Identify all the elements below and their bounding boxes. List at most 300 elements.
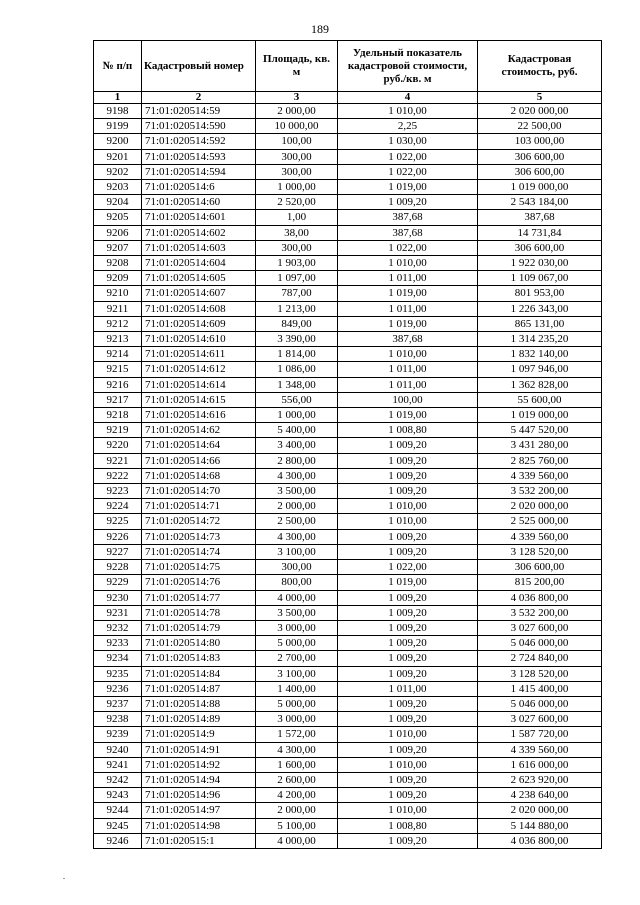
- specific-value-cell: 1 009,20: [338, 620, 478, 635]
- table-row: [94, 362, 602, 377]
- cadastral-value-cell: 2 020 000,00: [478, 499, 602, 514]
- cadastral-number-cell: 71:01:020514:59: [142, 104, 256, 119]
- specific-value-cell: 1 009,20: [338, 742, 478, 757]
- row-number-cell: 9238: [94, 712, 142, 727]
- specific-value-cell: 387,68: [338, 210, 478, 225]
- specific-value-cell: 1 011,00: [338, 271, 478, 286]
- row-number-cell: 9235: [94, 666, 142, 681]
- area-cell: 2 600,00: [256, 772, 338, 787]
- cadastral-value-cell: 4 339 560,00: [478, 742, 602, 757]
- area-cell: 1 000,00: [256, 408, 338, 423]
- area-cell: 10 000,00: [256, 119, 338, 134]
- cadastral-value-cell: 3 027 600,00: [478, 712, 602, 727]
- specific-value-cell: 1 009,20: [338, 544, 478, 559]
- area-cell: 5 000,00: [256, 636, 338, 651]
- row-number-cell: 9219: [94, 423, 142, 438]
- cadastral-value-cell: 1 019 000,00: [478, 180, 602, 195]
- cadastral-value-cell: 306 600,00: [478, 164, 602, 179]
- area-cell: 3 500,00: [256, 605, 338, 620]
- cadastral-value-cell: 3 532 200,00: [478, 605, 602, 620]
- row-number-cell: 9200: [94, 134, 142, 149]
- area-cell: 4 300,00: [256, 468, 338, 483]
- specific-value-cell: 1 009,20: [338, 195, 478, 210]
- specific-value-cell: 1 011,00: [338, 362, 478, 377]
- area-cell: 5 400,00: [256, 423, 338, 438]
- cadastral-number-cell: 71:01:020514:78: [142, 605, 256, 620]
- table-row: [94, 575, 602, 590]
- row-number-cell: 9232: [94, 620, 142, 635]
- area-cell: 4 000,00: [256, 833, 338, 848]
- area-cell: 800,00: [256, 575, 338, 590]
- table-row: [94, 225, 602, 240]
- cadastral-value-cell: 1 019 000,00: [478, 408, 602, 423]
- cadastral-number-cell: 71:01:020514:88: [142, 696, 256, 711]
- specific-value-cell: 1 022,00: [338, 164, 478, 179]
- cadastral-value-cell: 1 922 030,00: [478, 256, 602, 271]
- area-cell: 4 200,00: [256, 788, 338, 803]
- cadastral-number-cell: 71:01:020514:612: [142, 362, 256, 377]
- cadastral-value-cell: 387,68: [478, 210, 602, 225]
- cadastral-value-cell: 1 314 235,20: [478, 332, 602, 347]
- cadastral-number-cell: 71:01:020515:1: [142, 833, 256, 848]
- table-row: [94, 727, 602, 742]
- specific-value-cell: 1 009,20: [338, 666, 478, 681]
- area-cell: 3 100,00: [256, 666, 338, 681]
- table-header-row: [94, 41, 602, 92]
- cadastral-value-cell: 103 000,00: [478, 134, 602, 149]
- cadastral-number-cell: 71:01:020514:92: [142, 757, 256, 772]
- cadastral-value-cell: 2 020 000,00: [478, 104, 602, 119]
- cadastral-number-cell: 71:01:020514:97: [142, 803, 256, 818]
- row-number-cell: 9226: [94, 529, 142, 544]
- area-cell: 4 000,00: [256, 590, 338, 605]
- cadastral-number-cell: 71:01:020514:609: [142, 316, 256, 331]
- area-cell: 1 086,00: [256, 362, 338, 377]
- area-cell: 1 814,00: [256, 347, 338, 362]
- cadastral-number-cell: 71:01:020514:604: [142, 256, 256, 271]
- cadastral-value-cell: 2 543 184,00: [478, 195, 602, 210]
- area-cell: 1 400,00: [256, 681, 338, 696]
- cadastral-number-cell: 71:01:020514:91: [142, 742, 256, 757]
- row-number-cell: 9221: [94, 453, 142, 468]
- area-cell: 1 000,00: [256, 180, 338, 195]
- row-number-cell: 9237: [94, 696, 142, 711]
- table-row: [94, 560, 602, 575]
- cadastral-value-cell: 55 600,00: [478, 392, 602, 407]
- cadastral-value-cell: 1 109 067,00: [478, 271, 602, 286]
- row-number-cell: 9230: [94, 590, 142, 605]
- area-cell: 2 700,00: [256, 651, 338, 666]
- specific-value-cell: 1 019,00: [338, 575, 478, 590]
- area-cell: 3 000,00: [256, 712, 338, 727]
- cadastral-value-cell: 1 226 343,00: [478, 301, 602, 316]
- specific-value-cell: 1 011,00: [338, 301, 478, 316]
- cadastral-number-cell: 71:01:020514:74: [142, 544, 256, 559]
- area-cell: 849,00: [256, 316, 338, 331]
- row-number-cell: 9233: [94, 636, 142, 651]
- table-row: [94, 119, 602, 134]
- row-number-cell: 9243: [94, 788, 142, 803]
- table-row: [94, 332, 602, 347]
- row-number-cell: 9207: [94, 240, 142, 255]
- table-row: [94, 149, 602, 164]
- cadastral-number-cell: 71:01:020514:89: [142, 712, 256, 727]
- area-cell: 300,00: [256, 164, 338, 179]
- row-number-cell: 9245: [94, 818, 142, 833]
- specific-value-cell: 1 009,20: [338, 696, 478, 711]
- specific-value-cell: 1 009,20: [338, 788, 478, 803]
- specific-value-cell: 1 009,20: [338, 484, 478, 499]
- area-cell: 3 390,00: [256, 332, 338, 347]
- specific-value-cell: 1 011,00: [338, 377, 478, 392]
- cadastral-number-cell: 71:01:020514:615: [142, 392, 256, 407]
- header-specific-value: Удельный показатель кадастровой стоимости, руб./кв. м: [338, 41, 478, 92]
- cadastral-value-cell: 5 447 520,00: [478, 423, 602, 438]
- specific-value-cell: 1 019,00: [338, 180, 478, 195]
- row-number-cell: 9239: [94, 727, 142, 742]
- cadastral-number-cell: 71:01:020514:87: [142, 681, 256, 696]
- specific-value-cell: 387,68: [338, 225, 478, 240]
- specific-value-cell: 1 010,00: [338, 499, 478, 514]
- cadastral-value-cell: 865 131,00: [478, 316, 602, 331]
- area-cell: 1 097,00: [256, 271, 338, 286]
- cadastral-number-cell: 71:01:020514:594: [142, 164, 256, 179]
- table-row: [94, 590, 602, 605]
- specific-value-cell: 387,68: [338, 332, 478, 347]
- specific-value-cell: 1 010,00: [338, 256, 478, 271]
- area-cell: 787,00: [256, 286, 338, 301]
- cadastral-value-cell: 1 587 720,00: [478, 727, 602, 742]
- specific-value-cell: 1 019,00: [338, 316, 478, 331]
- cadastral-number-cell: 71:01:020514:77: [142, 590, 256, 605]
- table-row: [94, 605, 602, 620]
- cadastral-value-cell: 3 128 520,00: [478, 666, 602, 681]
- cadastral-number-cell: 71:01:020514:616: [142, 408, 256, 423]
- specific-value-cell: 1 009,20: [338, 605, 478, 620]
- table-row: [94, 742, 602, 757]
- row-number-cell: 9218: [94, 408, 142, 423]
- row-number-cell: 9204: [94, 195, 142, 210]
- area-cell: 1,00: [256, 210, 338, 225]
- row-number-cell: 9228: [94, 560, 142, 575]
- specific-value-cell: 1 019,00: [338, 286, 478, 301]
- cadastral-number-cell: 71:01:020514:76: [142, 575, 256, 590]
- cadastral-value-cell: 4 339 560,00: [478, 468, 602, 483]
- cadastral-number-cell: 71:01:020514:6: [142, 180, 256, 195]
- specific-value-cell: 1 010,00: [338, 727, 478, 742]
- specific-value-cell: 1 008,80: [338, 423, 478, 438]
- cadastral-number-cell: 71:01:020514:84: [142, 666, 256, 681]
- specific-value-cell: 1 009,20: [338, 453, 478, 468]
- cadastral-value-cell: 2 525 000,00: [478, 514, 602, 529]
- cadastral-number-cell: 71:01:020514:70: [142, 484, 256, 499]
- row-number-cell: 9229: [94, 575, 142, 590]
- area-cell: 1 903,00: [256, 256, 338, 271]
- table-row: [94, 301, 602, 316]
- row-number-cell: 9246: [94, 833, 142, 848]
- header-row-number: № п/п: [94, 41, 142, 92]
- row-number-cell: 9216: [94, 377, 142, 392]
- cadastral-value-cell: 1 415 400,00: [478, 681, 602, 696]
- area-cell: 100,00: [256, 134, 338, 149]
- specific-value-cell: 1 010,00: [338, 803, 478, 818]
- cadastral-value-cell: 3 027 600,00: [478, 620, 602, 635]
- table-row: [94, 256, 602, 271]
- table-row: [94, 438, 602, 453]
- row-number-cell: 9215: [94, 362, 142, 377]
- specific-value-cell: 1 010,00: [338, 757, 478, 772]
- cadastral-value-cell: 2 825 760,00: [478, 453, 602, 468]
- cadastral-number-cell: 71:01:020514:68: [142, 468, 256, 483]
- cadastral-value-cell: 1 097 946,00: [478, 362, 602, 377]
- cadastral-number-cell: 71:01:020514:64: [142, 438, 256, 453]
- header-area: Площадь, кв. м: [256, 41, 338, 92]
- cadastral-value-cell: 1 362 828,00: [478, 377, 602, 392]
- cadastral-value-cell: 1 616 000,00: [478, 757, 602, 772]
- table-row: [94, 696, 602, 711]
- table-row: [94, 180, 602, 195]
- cadastral-number-cell: 71:01:020514:60: [142, 195, 256, 210]
- cadastral-number-cell: 71:01:020514:79: [142, 620, 256, 635]
- cadastral-value-cell: 306 600,00: [478, 149, 602, 164]
- specific-value-cell: 1 009,20: [338, 636, 478, 651]
- table-row: [94, 651, 602, 666]
- table-row: [94, 134, 602, 149]
- row-number-cell: 9217: [94, 392, 142, 407]
- area-cell: 1 213,00: [256, 301, 338, 316]
- table-row: [94, 271, 602, 286]
- cadastral-value-cell: 801 953,00: [478, 286, 602, 301]
- row-number-cell: 9202: [94, 164, 142, 179]
- table-row: [94, 636, 602, 651]
- specific-value-cell: 1 019,00: [338, 408, 478, 423]
- scan-speck: [63, 878, 65, 879]
- cadastral-number-cell: 71:01:020514:602: [142, 225, 256, 240]
- cadastral-number-cell: 71:01:020514:94: [142, 772, 256, 787]
- cadastral-number-cell: 71:01:020514:603: [142, 240, 256, 255]
- page-number: 189: [311, 22, 329, 36]
- header-cadastral-number: Кадастровый номер: [142, 41, 256, 92]
- table-row: [94, 514, 602, 529]
- cadastral-number-cell: 71:01:020514:9: [142, 727, 256, 742]
- table-row: [94, 757, 602, 772]
- row-number-cell: 9227: [94, 544, 142, 559]
- area-cell: 3 400,00: [256, 438, 338, 453]
- specific-value-cell: 1 030,00: [338, 134, 478, 149]
- cadastral-number-cell: 71:01:020514:611: [142, 347, 256, 362]
- table-row: [94, 408, 602, 423]
- specific-value-cell: 1 022,00: [338, 240, 478, 255]
- specific-value-cell: 1 009,20: [338, 529, 478, 544]
- row-number-cell: 9213: [94, 332, 142, 347]
- table-row: [94, 347, 602, 362]
- table-row: [94, 377, 602, 392]
- row-number-cell: 9225: [94, 514, 142, 529]
- cadastral-number-cell: 71:01:020514:590: [142, 119, 256, 134]
- column-number: 4: [338, 92, 478, 104]
- cadastral-number-cell: 71:01:020514:73: [142, 529, 256, 544]
- row-number-cell: 9242: [94, 772, 142, 787]
- cadastral-value-cell: 4 238 640,00: [478, 788, 602, 803]
- cadastral-value-cell: 4 036 800,00: [478, 590, 602, 605]
- table-row: [94, 681, 602, 696]
- specific-value-cell: 1 009,20: [338, 651, 478, 666]
- column-number: 3: [256, 92, 338, 104]
- row-number-cell: 9206: [94, 225, 142, 240]
- table-row: [94, 468, 602, 483]
- row-number-cell: 9214: [94, 347, 142, 362]
- area-cell: 556,00: [256, 392, 338, 407]
- table-row: [94, 392, 602, 407]
- row-number-cell: 9212: [94, 316, 142, 331]
- cadastral-number-cell: 71:01:020514:610: [142, 332, 256, 347]
- area-cell: 2 000,00: [256, 104, 338, 119]
- specific-value-cell: 1 011,00: [338, 681, 478, 696]
- table-row: [94, 499, 602, 514]
- cadastral-number-cell: 71:01:020514:83: [142, 651, 256, 666]
- row-number-cell: 9211: [94, 301, 142, 316]
- table-row: [94, 788, 602, 803]
- cadastral-value-cell: 3 128 520,00: [478, 544, 602, 559]
- cadastral-value-cell: 3 532 200,00: [478, 484, 602, 499]
- cadastral-value-cell: 14 731,84: [478, 225, 602, 240]
- area-cell: 2 520,00: [256, 195, 338, 210]
- cadastral-number-cell: 71:01:020514:605: [142, 271, 256, 286]
- row-number-cell: 9222: [94, 468, 142, 483]
- specific-value-cell: 1 010,00: [338, 514, 478, 529]
- table-body: [94, 104, 602, 849]
- specific-value-cell: 1 010,00: [338, 347, 478, 362]
- area-cell: 2 000,00: [256, 499, 338, 514]
- column-number: 1: [94, 92, 142, 104]
- table-row: [94, 712, 602, 727]
- row-number-cell: 9208: [94, 256, 142, 271]
- area-cell: 300,00: [256, 149, 338, 164]
- table-row: [94, 818, 602, 833]
- area-cell: 3 000,00: [256, 620, 338, 635]
- cadastral-value-cell: 3 431 280,00: [478, 438, 602, 453]
- specific-value-cell: 1 008,80: [338, 818, 478, 833]
- row-number-cell: 9220: [94, 438, 142, 453]
- area-cell: 1 600,00: [256, 757, 338, 772]
- table-row: [94, 803, 602, 818]
- area-cell: 2 800,00: [256, 453, 338, 468]
- table-row: [94, 453, 602, 468]
- cadastral-value-cell: 2 020 000,00: [478, 803, 602, 818]
- area-cell: 5 100,00: [256, 818, 338, 833]
- area-cell: 3 500,00: [256, 484, 338, 499]
- table-row: [94, 544, 602, 559]
- specific-value-cell: 1 009,20: [338, 590, 478, 605]
- table-row: [94, 772, 602, 787]
- row-number-cell: 9224: [94, 499, 142, 514]
- row-number-cell: 9234: [94, 651, 142, 666]
- specific-value-cell: 1 022,00: [338, 149, 478, 164]
- cadastral-number-cell: 71:01:020514:608: [142, 301, 256, 316]
- header-cadastral-value: Кадастровая стоимость, руб.: [478, 41, 602, 92]
- cadastral-number-cell: 71:01:020514:72: [142, 514, 256, 529]
- area-cell: 4 300,00: [256, 529, 338, 544]
- cadastral-number-cell: 71:01:020514:96: [142, 788, 256, 803]
- table-row: [94, 666, 602, 681]
- table-row: [94, 529, 602, 544]
- table-row: [94, 104, 602, 119]
- area-cell: 300,00: [256, 240, 338, 255]
- cadastral-number-cell: 71:01:020514:66: [142, 453, 256, 468]
- area-cell: 3 100,00: [256, 544, 338, 559]
- row-number-cell: 9241: [94, 757, 142, 772]
- specific-value-cell: 1 009,20: [338, 833, 478, 848]
- column-number: 2: [142, 92, 256, 104]
- specific-value-cell: 1 009,20: [338, 468, 478, 483]
- specific-value-cell: 1 009,20: [338, 772, 478, 787]
- row-number-cell: 9199: [94, 119, 142, 134]
- specific-value-cell: 1 022,00: [338, 560, 478, 575]
- cadastral-value-cell: 306 600,00: [478, 560, 602, 575]
- cadastral-number-cell: 71:01:020514:98: [142, 818, 256, 833]
- table-row: [94, 195, 602, 210]
- table-row: [94, 286, 602, 301]
- cadastral-value-cell: 2 724 840,00: [478, 651, 602, 666]
- row-number-cell: 9203: [94, 180, 142, 195]
- row-number-cell: 9209: [94, 271, 142, 286]
- table-row: [94, 620, 602, 635]
- table-row: [94, 240, 602, 255]
- table-row: [94, 316, 602, 331]
- cadastral-number-cell: 71:01:020514:75: [142, 560, 256, 575]
- cadastral-value-cell: 2 623 920,00: [478, 772, 602, 787]
- cadastral-value-cell: 5 046 000,00: [478, 636, 602, 651]
- cadastral-value-cell: 22 500,00: [478, 119, 602, 134]
- cadastral-value-cell: 1 832 140,00: [478, 347, 602, 362]
- area-cell: 2 000,00: [256, 803, 338, 818]
- row-number-cell: 9223: [94, 484, 142, 499]
- area-cell: 38,00: [256, 225, 338, 240]
- area-cell: 1 572,00: [256, 727, 338, 742]
- cadastral-number-cell: 71:01:020514:592: [142, 134, 256, 149]
- table-column-numbers-row: [94, 92, 602, 104]
- table-row: [94, 164, 602, 179]
- row-number-cell: 9240: [94, 742, 142, 757]
- cadastral-value-cell: 815 200,00: [478, 575, 602, 590]
- table-row: [94, 423, 602, 438]
- table-row: [94, 210, 602, 225]
- row-number-cell: 9236: [94, 681, 142, 696]
- row-number-cell: 9205: [94, 210, 142, 225]
- cadastral-number-cell: 71:01:020514:62: [142, 423, 256, 438]
- specific-value-cell: 1 009,20: [338, 712, 478, 727]
- table-row: [94, 833, 602, 848]
- row-number-cell: 9244: [94, 803, 142, 818]
- area-cell: 5 000,00: [256, 696, 338, 711]
- area-cell: 4 300,00: [256, 742, 338, 757]
- row-number-cell: 9201: [94, 149, 142, 164]
- cadastral-number-cell: 71:01:020514:593: [142, 149, 256, 164]
- cadastral-number-cell: 71:01:020514:601: [142, 210, 256, 225]
- cadastral-value-cell: 5 144 880,00: [478, 818, 602, 833]
- area-cell: 1 348,00: [256, 377, 338, 392]
- specific-value-cell: 100,00: [338, 392, 478, 407]
- row-number-cell: 9210: [94, 286, 142, 301]
- area-cell: 300,00: [256, 560, 338, 575]
- cadastral-value-table: [93, 40, 602, 849]
- specific-value-cell: 1 009,20: [338, 438, 478, 453]
- specific-value-cell: 2,25: [338, 119, 478, 134]
- cadastral-number-cell: 71:01:020514:80: [142, 636, 256, 651]
- row-number-cell: 9231: [94, 605, 142, 620]
- cadastral-number-cell: 71:01:020514:71: [142, 499, 256, 514]
- column-number: 5: [478, 92, 602, 104]
